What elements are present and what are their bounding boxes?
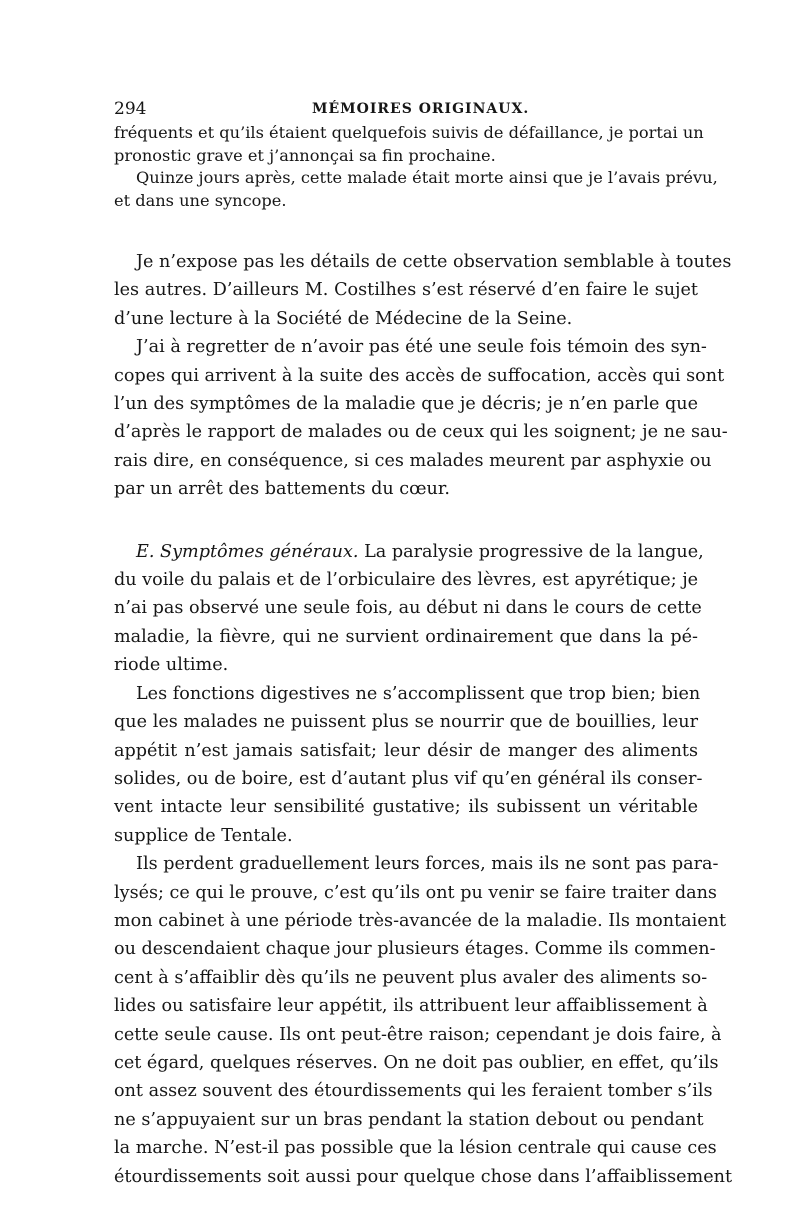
text-line: d’une lecture à la Société de Médecine de la Seine.	[114, 308, 573, 329]
text-line: fréquents et qu’ils étaient quelquefois suivis de défaillance, je portai un	[114, 123, 704, 142]
paragraph	[114, 538, 704, 680]
text-line: n’ai pas observé une seule fois, au début ni dans le cours de cette	[114, 598, 702, 619]
text-line: que les malades ne puissent plus se nourrir que de bouillies, leur	[114, 712, 698, 733]
paragraph	[114, 680, 703, 850]
text-line: Quinze jours après, cette malade était morte ainsi que je l’avais prévu,	[136, 168, 718, 187]
text-line: solides, ou de boire, est d’autant plus vif qu’en général ils conser-	[114, 768, 703, 789]
text-line: et dans une syncope.	[114, 190, 287, 210]
text-line: Ils perdent graduellement leurs forces, mais ils ne sont pas para-	[136, 854, 719, 875]
paragraph	[114, 850, 733, 1191]
paragraph	[114, 167, 718, 212]
running-head	[114, 96, 698, 122]
section-text: La paralysie progressive de la langue,	[358, 541, 704, 562]
text-line: l’un des symptômes de la maladie que je décris; je n’en parle que	[114, 394, 698, 415]
section-heading: E. Symptômes généraux.	[136, 541, 359, 562]
text-line: mon cabinet à une période très-avancée de la maladie. Ils montaient	[114, 910, 727, 931]
text-line: étourdissements soit aussi pour quelque chose dans l’affaiblissement	[114, 1166, 733, 1187]
page-number: 294	[114, 99, 147, 119]
text-line: pronostic grave et j’annonçai sa fin prochaine.	[114, 145, 496, 165]
paragraph	[114, 122, 704, 167]
text-line: cet égard, quelques réserves. On ne doit pas oublier, en effet, qu’ils	[114, 1052, 719, 1073]
text-line: riode ultime.	[114, 655, 229, 676]
text-line: ont assez souvent des étourdissements qui les feraient tomber s’ils	[114, 1081, 713, 1102]
text-line: la marche. N’est-il pas possible que la lésion centrale qui cause ces	[114, 1138, 717, 1159]
text-line: maladie, la fièvre, qui ne survient ordinairement que dans la pé-	[114, 626, 698, 647]
text-line	[114, 538, 704, 566]
text-line: lysés; ce qui le prouve, c’est qu’ils ont pu venir se faire traiter dans	[114, 882, 717, 903]
text-line: supplice de Tentale.	[114, 825, 293, 846]
paragraph	[114, 248, 732, 333]
paragraph	[114, 333, 728, 503]
text-line: rais dire, en conséquence, si ces malades meurent par asphyxie ou	[114, 450, 712, 471]
text-line: lides ou satisfaire leur appétit, ils attribuent leur affaiblissement à	[114, 996, 708, 1017]
text-line: vent intacte leur sensibilité gustative; ils subissent un véritable	[114, 797, 698, 818]
text-line: cette seule cause. Ils ont peut-être raison; cependant je dois faire, à	[114, 1024, 722, 1045]
running-title: MÉMOIRES ORIGINAUX.	[312, 101, 530, 117]
text-line: du voile du palais et de l’orbiculaire des lèvres, est apyrétique; je	[114, 570, 699, 591]
book-page	[114, 96, 733, 1191]
text-line: Je n’expose pas les détails de cette observation semblable à toutes	[136, 252, 732, 272]
main-text-block	[114, 248, 733, 1191]
text-line: d’après le rapport de malades ou de ceux qui les soignent; je ne sau-	[114, 422, 728, 443]
text-line: J’ai à regretter de n’avoir pas été une seule fois témoin des syn-	[136, 337, 707, 358]
text-line: appétit n’est jamais satisfait; leur désir de manger des aliments	[114, 740, 698, 761]
text-line: ou descendaient chaque jour plusieurs étages. Comme ils commen-	[114, 939, 716, 960]
text-line: copes qui arrivent à la suite des accès de suffocation, accès qui sont	[114, 365, 725, 386]
text-line: cent à s’affaiblir dès qu’ils ne peuvent plus avaler des aliments so-	[114, 967, 708, 988]
text-line: ne s’appuyaient sur un bras pendant la station debout ou pendant	[114, 1109, 704, 1130]
intro-text-block	[114, 122, 718, 212]
text-line: par un arrêt des battements du cœur.	[114, 479, 450, 500]
text-line: Les fonctions digestives ne s’accomplissent que trop bien; bien	[136, 683, 701, 704]
text-line: les autres. D’ailleurs M. Costilhes s’est réservé d’en faire le sujet	[114, 280, 698, 301]
